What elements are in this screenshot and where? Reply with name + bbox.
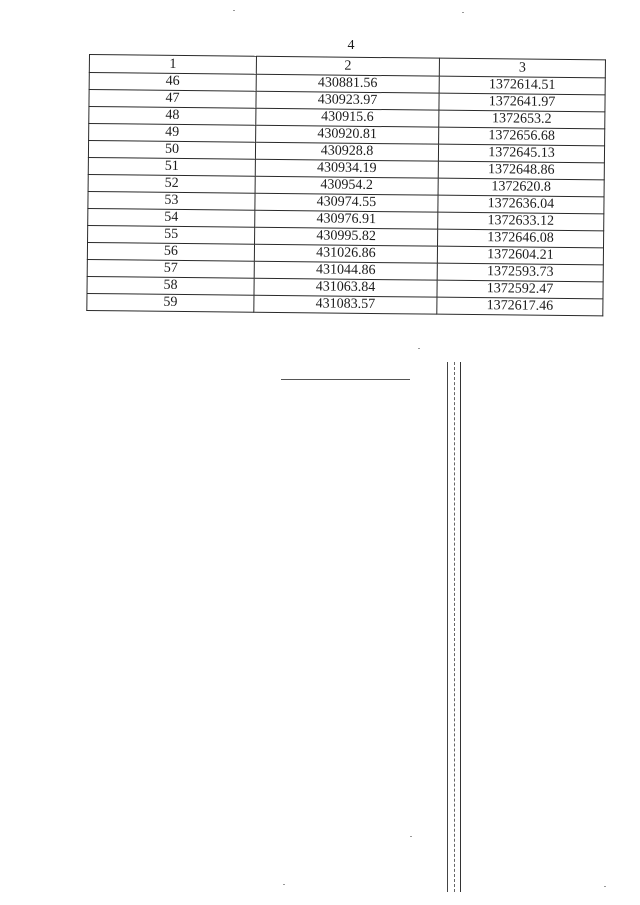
scan-speck — [604, 886, 606, 887]
table-cell-col-1: 53 — [88, 191, 255, 210]
table-cell-col-3: 1372646.08 — [438, 229, 604, 248]
table-cell-col-1: 47 — [89, 90, 256, 109]
table-cell-col-2: 430923.97 — [256, 91, 439, 110]
scan-speck — [418, 348, 420, 349]
table-cell-col-3: 1372633.12 — [438, 212, 604, 231]
table-cell-col-1: 52 — [88, 174, 255, 193]
table-body — [87, 73, 605, 316]
table-cell-col-2: 431063.84 — [254, 278, 437, 297]
table-cell-col-2: 430934.19 — [255, 159, 438, 178]
table-cell-col-1: 57 — [87, 259, 254, 278]
table-cell-col-1: 49 — [89, 124, 256, 143]
column-header-1: 1 — [89, 55, 256, 75]
table-cell-col-3: 1372648.86 — [438, 161, 604, 180]
table-cell-col-3: 1372641.97 — [439, 93, 605, 112]
table-cell-col-1: 54 — [88, 208, 255, 227]
table-cell-col-3: 1372604.21 — [437, 246, 603, 265]
table-cell-col-3: 1372593.73 — [437, 263, 603, 282]
table-cell-col-2: 430920.81 — [256, 125, 439, 144]
table-cell-col-2: 430974.55 — [255, 193, 438, 212]
table-cell-col-2: 430976.91 — [255, 210, 438, 229]
table-cell-col-3: 1372617.46 — [437, 297, 603, 316]
scan-speck — [410, 836, 412, 837]
table-cell-col-3: 1372592.47 — [437, 280, 603, 299]
scan-speck — [283, 884, 285, 885]
table-cell-col-3: 1372636.04 — [438, 195, 604, 214]
signature-line — [281, 379, 410, 380]
table-cell-col-2: 430995.82 — [255, 227, 438, 246]
table-cell-col-1: 55 — [88, 225, 255, 244]
table-cell-col-1: 48 — [89, 107, 256, 126]
table-cell-col-2: 431026.86 — [254, 244, 437, 263]
column-header-3: 3 — [439, 58, 605, 78]
binding-margin-line — [460, 362, 461, 892]
binding-margin-line — [447, 362, 448, 892]
table-cell-col-1: 51 — [88, 157, 255, 176]
coordinates-table — [86, 54, 606, 316]
table-cell-col-2: 430881.56 — [256, 74, 439, 93]
scan-speck — [233, 10, 235, 11]
scan-speck — [462, 12, 464, 13]
table-cell-col-2: 431083.57 — [254, 295, 437, 314]
table-cell-col-1: 56 — [87, 242, 254, 261]
table-cell-col-1: 46 — [89, 73, 256, 92]
table-cell-col-2: 430928.8 — [255, 142, 438, 161]
table-cell-col-2: 431044.86 — [254, 261, 437, 280]
table-cell-col-3: 1372656.68 — [439, 127, 605, 146]
table-cell-col-3: 1372645.13 — [438, 144, 604, 163]
column-header-2: 2 — [256, 56, 439, 76]
table-cell-col-2: 430915.6 — [256, 108, 439, 127]
table-cell-col-2: 430954.2 — [255, 176, 438, 195]
table-cell-col-3: 1372620.8 — [438, 178, 604, 197]
table-cell-col-1: 50 — [88, 141, 255, 160]
table-cell-col-3: 1372653.2 — [439, 110, 605, 129]
table-cell-col-3: 1372614.51 — [439, 76, 605, 95]
table-cell-col-1: 58 — [87, 276, 254, 295]
table-cell-col-1: 59 — [87, 293, 254, 312]
page-number: 4 — [347, 38, 355, 53]
binding-margin-line — [454, 362, 455, 892]
